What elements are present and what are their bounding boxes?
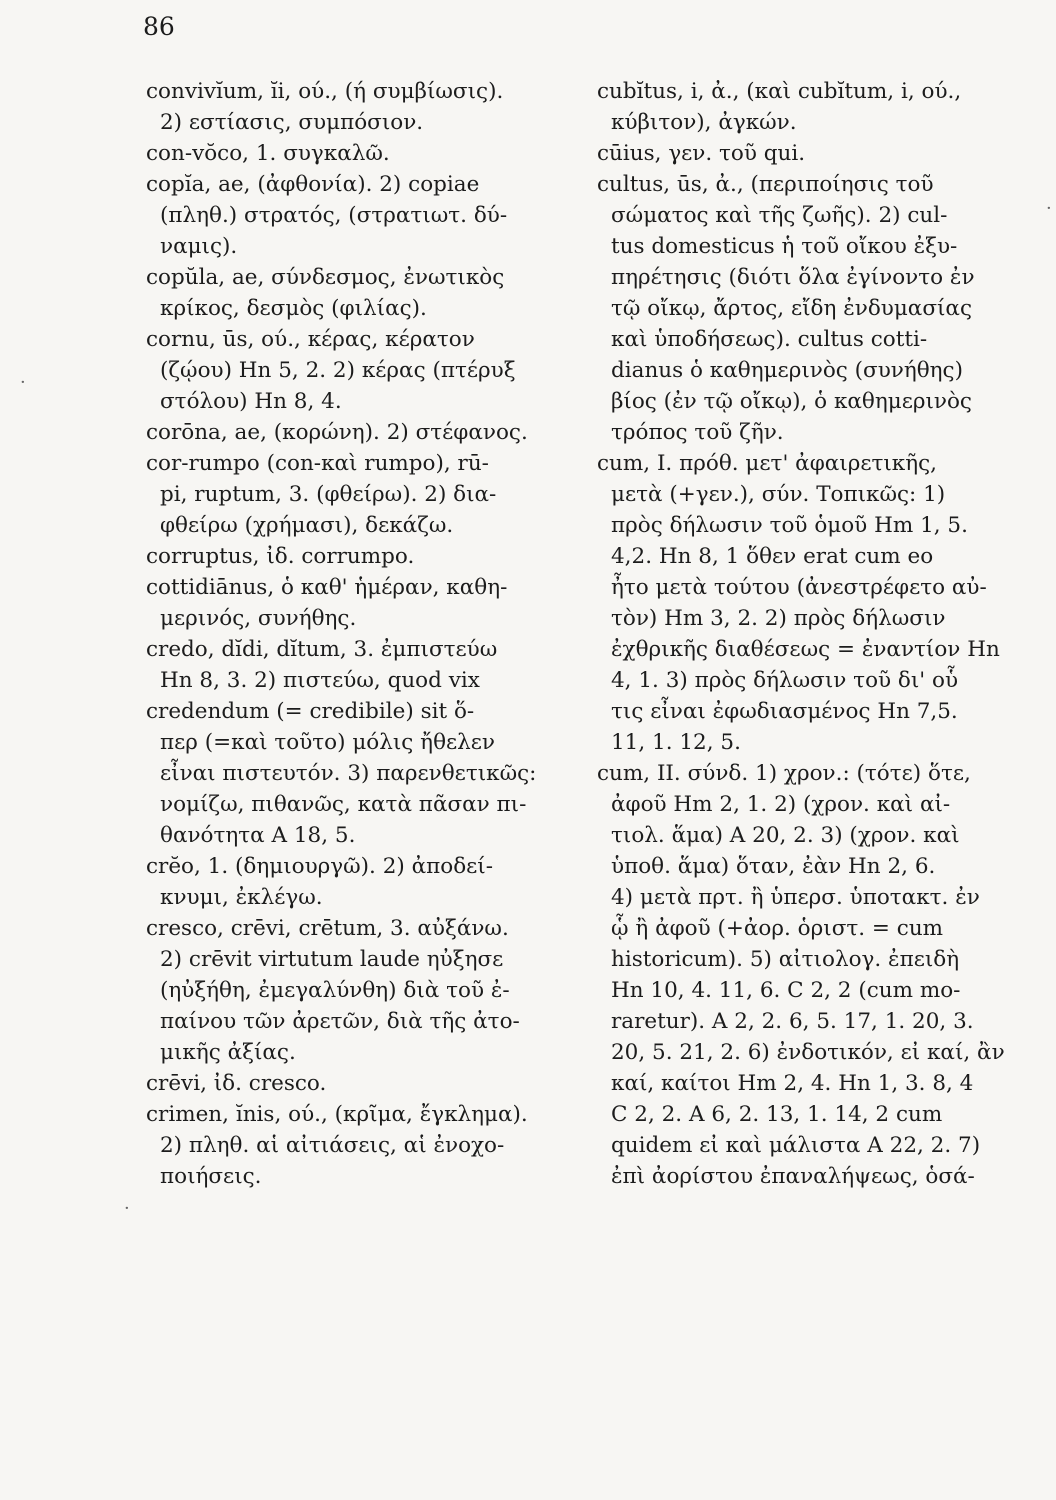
dictionary-line: 11, 1. 12, 5. [611,730,741,755]
dictionary-line: καί, καίτοι Hm 2, 4. Hn 1, 3. 8, 4 [611,1071,974,1096]
dictionary-line: πρὸς δήλωσιν τοῦ ὁμοῦ Hm 1, 5. [611,513,968,538]
dictionary-line: C 2, 2. A 6, 2. 13, 1. 14, 2 cum [611,1102,943,1127]
dictionary-line: φθείρω (χρήμασι), δεκάζω. [160,513,454,538]
dictionary-line: ποιήσεις. [160,1164,262,1189]
dictionary-line: 4, 1. 3) πρὸς δήλωσιν τοῦ δι' οὗ [611,668,959,693]
dictionary-line: στόλου) Hn 8, 4. [160,389,342,414]
right-column [597,76,1044,1192]
left-column [146,76,576,1192]
dictionary-line: historicum). 5) αἰτιολογ. ἐπειδὴ [611,947,960,972]
dictionary-line: 20, 5. 21, 2. 6) ἐνδοτικόν, εἰ καί, ἂν [611,1040,1005,1065]
dictionary-line: copĭa, ae, (ἀφθονία). 2) copiae [146,172,480,197]
dictionary-line: 4) μετὰ πρτ. ἢ ὑπερσ. ὑποτακτ. ἐν [611,885,980,910]
scan-speck: · [124,1198,130,1219]
dictionary-line: corruptus, ἰδ. corrumpo. [146,544,415,569]
dictionary-line: cultus, ūs, ἀ., (περιποίησις τοῦ [597,172,934,197]
dictionary-line: 4,2. Hn 8, 1 ὅθεν erat cum eo [611,544,934,569]
dictionary-line: ἐπὶ ἀορίστου ἐπαναλήψεως, ὁσά- [611,1164,975,1189]
dictionary-line: (ηὐξήθη, ἐμεγαλύνθη) διὰ τοῦ ἐ- [160,978,510,1003]
scan-speck: · [1046,198,1052,219]
dictionary-line: crĕo, 1. (δημιουργῶ). 2) ἀποδεί- [146,854,493,879]
dictionary-line: παίνου τῶν ἀρετῶν, διὰ τῆς ἀτο- [160,1009,520,1034]
scan-speck: · [20,372,26,393]
dictionary-line: ἐχθρικῆς διαθέσεως = ἐναντίον Hn [611,637,1000,662]
dictionary-line: pi, ruptum, 3. (φθείρω). 2) δια- [160,482,497,507]
dictionary-line: βίος (ἐν τῷ οἴκῳ), ὁ καθημερινὸς [611,389,972,414]
dictionary-line: tus domesticus ἡ τοῦ οἴκου ἐξυ- [611,234,958,259]
dictionary-line: εἶναι πιστευτόν. 3) παρενθετικῶς: [160,761,537,786]
dictionary-line: ᾧ ἢ ἀφοῦ (+ἀορ. ὁριστ. = cum [611,916,944,941]
dictionary-line: (ζῴου) Hn 5, 2. 2) κέρας (πτέρυξ [160,358,516,383]
dictionary-line: cum, II. σύνδ. 1) χρον.: (τότε) ὅτε, [597,761,971,786]
dictionary-line: quidem εἰ καὶ μάλιστα A 22, 2. 7) [611,1133,981,1158]
dictionary-line: ἀφοῦ Hm 2, 1. 2) (χρον. καὶ αἰ- [611,792,951,817]
dictionary-line: cottidiānus, ὁ καθ' ἡμέραν, καθη- [146,575,508,600]
dictionary-line: τιολ. ἅμα) A 20, 2. 3) (χρον. καὶ [611,823,960,848]
dictionary-line: Hn 8, 3. 2) πιστεύω, quod vix [160,668,480,693]
dictionary-line: cornu, ūs, ού., κέρας, κέρατον [146,327,475,352]
dictionary-line: τὸν) Hm 3, 2. 2) πρὸς δήλωσιν [611,606,946,631]
dictionary-line: dianus ὁ καθημερινὸς (συνήθης) [611,358,963,383]
dictionary-line: τρόπος τοῦ ζῆν. [611,420,784,445]
dictionary-line: crimen, ĭnis, ού., (κρῖμα, ἔγκλημα). [146,1102,528,1127]
dictionary-line: πηρέτησις (διότι ὅλα ἐγίνοντο ἐν [611,265,975,290]
dictionary-line: 2) πληθ. αἱ αἰτιάσεις, αἱ ἐνοχο- [160,1133,505,1158]
dictionary-line: τις εἶναι ἐφωδιασμένος Hn 7,5. [611,699,958,724]
dictionary-line: crēvi, ἰδ. cresco. [146,1071,327,1096]
dictionary-line: copŭla, ae, σύνδεσμος, ἐνωτικὸς [146,265,505,290]
dictionary-line: μικῆς ἀξίας. [160,1040,296,1065]
dictionary-line: καὶ ὑποδήσεως). cultus cotti- [611,327,928,352]
dictionary-line: κνυμι, ἐκλέγω. [160,885,323,910]
dictionary-line: μερινός, συνήθης. [160,606,357,631]
dictionary-line: credo, dĭdi, dĭtum, 3. ἐμπιστεύω [146,637,498,662]
dictionary-line: ὑποθ. ἅμα) ὅταν, ἐὰν Hn 2, 6. [611,854,936,879]
page-number: 86 [143,12,175,41]
dictionary-line: cresco, crēvi, crētum, 3. αὐξάνω. [146,916,509,941]
dictionary-line: cor-rumpo (con-καὶ rumpo), rū- [146,451,489,476]
dictionary-line: cubĭtus, i, ἀ., (καὶ cubĭtum, i, ού., [597,79,962,104]
dictionary-line: 2) εστίασις, συμπόσιον. [160,110,424,135]
dictionary-line: νομίζω, πιθανῶς, κατὰ πᾶσαν πι- [160,792,527,817]
dictionary-line: τῷ οἴκῳ, ἄρτος, εἴδη ἐνδυμασίας [611,296,972,321]
dictionary-line: 2) crēvit virtutum laude ηὐξησε [160,947,504,972]
dictionary-line: κύβιτον), ἀγκών. [611,110,797,135]
dictionary-line: con-vŏco, 1. συγκαλῶ. [146,141,390,166]
dictionary-line: σώματος καὶ τῆς ζωῆς). 2) cul- [611,203,948,228]
dictionary-line: credendum (= credibile) sit ὅ- [146,699,475,724]
dictionary-line: κρίκος, δεσμὸς (φιλίας). [160,296,427,321]
dictionary-line: ἦτο μετὰ τούτου (ἀνεστρέφετο αὐ- [611,575,987,600]
dictionary-line: θανότητα A 18, 5. [160,823,356,848]
dictionary-line: μετὰ (+γεν.), σύν. Τοπικῶς: 1) [611,482,946,507]
dictionary-line: cum, I. πρόθ. μετ' ἀφαιρετικῆς, [597,451,938,476]
dictionary-line: raretur). A 2, 2. 6, 5. 17, 1. 20, 3. [611,1009,974,1034]
dictionary-line: convivĭum, ĭi, ού., (ή συμβίωσις). [146,79,504,104]
dictionary-line: (πληθ.) στρατός, (στρατιωτ. δύ- [160,203,508,228]
dictionary-line: ναμις). [160,234,238,259]
dictionary-line: cūius, γεν. τοῦ qui. [597,141,806,166]
dictionary-line: περ (=καὶ τοῦτο) μόλις ἤθελεν [160,730,495,755]
dictionary-line: Hn 10, 4. 11, 6. C 2, 2 (cum mo- [611,978,961,1003]
dictionary-line: corōna, ae, (κορώνη). 2) στέφανος. [146,420,528,445]
